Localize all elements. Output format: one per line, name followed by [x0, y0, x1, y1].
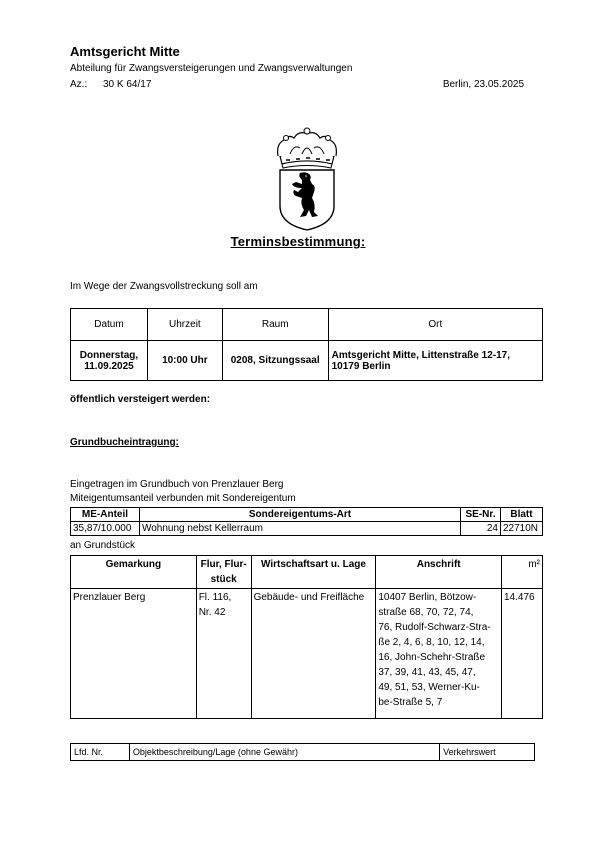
berlin-coat-of-arms-icon	[272, 126, 342, 232]
header-flur-line-2: stück	[210, 574, 237, 585]
appointment-table	[70, 308, 543, 381]
cell-area: 14.476	[502, 589, 543, 719]
header-market-value: Verkehrswert	[440, 744, 535, 761]
table-row	[71, 589, 543, 719]
header-gemarkung: Gemarkung	[71, 556, 197, 589]
register-line-2: Miteigentumsanteil verbunden mit Sondereigentum	[70, 493, 296, 504]
cell-flur	[196, 589, 251, 719]
plot-table	[70, 555, 543, 719]
place-line-2: 10179 Berlin	[331, 360, 391, 372]
plot-label: an Grundstück	[70, 540, 136, 551]
table-row	[71, 341, 543, 381]
address-line: be-Straße 5, 7	[378, 697, 443, 708]
cell-usage: Gebäude- und Freifläche	[251, 589, 376, 719]
place-date: Berlin, 23.05.2025	[442, 79, 524, 90]
cell-share: 35,87/10.000	[71, 522, 140, 536]
cell-sheet: 22710N	[500, 522, 542, 536]
table-row	[71, 309, 543, 341]
department-line: Abteilung für Zwangsversteigerungen und Zwangsverwaltungen	[70, 63, 353, 74]
land-register-heading: Grundbucheintragung:	[70, 437, 179, 448]
header-description: Objektbeschreibung/Lage (ohne Gewähr)	[129, 744, 439, 761]
cell-address	[376, 589, 502, 719]
table-row	[71, 522, 543, 536]
register-line-1: Eingetragen im Grundbuch von Prenzlauer Berg	[70, 479, 284, 490]
header-sheet: Blatt	[500, 508, 542, 522]
cell-se-number: 24	[461, 522, 501, 536]
appointment-date	[71, 341, 148, 381]
header-se-number: SE-Nr.	[461, 508, 501, 522]
appointment-time: 10:00 Uhr	[147, 341, 222, 381]
address-line: ße 2, 4, 6, 8, 10, 12, 14,	[378, 637, 485, 648]
case-number-label: Az.:	[70, 79, 88, 90]
header-index: Lfd. Nr.	[71, 744, 130, 761]
table-row	[71, 556, 543, 589]
case-number: 30 K 64/17	[103, 79, 152, 90]
appointment-room: 0208, Sitzungssaal	[222, 341, 328, 381]
date-line-2: 11.09.2025	[84, 360, 134, 372]
address-line: 49, 51, 53, Werner-Ku-	[378, 682, 480, 693]
header-flur-line-1: Flur, Flur-	[200, 559, 247, 570]
address-line: 76, Rudolf-Schwarz-Stra-	[378, 622, 491, 633]
ownership-table	[70, 507, 543, 536]
table-row	[71, 744, 535, 761]
cell-type: Wohnung nebst Kellerraum	[139, 522, 460, 536]
address-line: straße 68, 70, 72, 74,	[378, 607, 474, 618]
header-room: Raum	[222, 309, 328, 341]
header-flur	[196, 556, 251, 589]
address-line: 16, John-Schehr-Straße	[378, 652, 486, 663]
header-time: Uhrzeit	[147, 309, 222, 341]
header-area: m²	[502, 556, 543, 589]
auction-text: öffentlich versteigert werden:	[70, 394, 211, 405]
table-row	[71, 508, 543, 522]
header-address: Anschrift	[376, 556, 502, 589]
header-place: Ort	[328, 309, 542, 341]
cell-gemarkung: Prenzlauer Berg	[71, 589, 197, 719]
address-line: 10407 Berlin, Bötzow-	[378, 592, 477, 603]
date-line-1: Donnerstag,	[79, 349, 139, 361]
object-table	[70, 743, 535, 761]
address-line: 37, 39, 41, 43, 45, 47,	[378, 667, 476, 678]
header-date: Datum	[71, 309, 148, 341]
header-type: Sondereigentums-Art	[139, 508, 460, 522]
page-title: Terminsbestimmung:	[230, 234, 366, 249]
header-share: ME-Anteil	[71, 508, 140, 522]
place-line-1: Amtsgericht Mitte, Littenstraße 12-17,	[331, 349, 510, 361]
cell-flur-line-1: Fl. 116,	[198, 592, 232, 603]
header-usage: Wirtschaftsart u. Lage	[251, 556, 376, 589]
cell-flur-line-2: Nr. 42	[198, 607, 226, 618]
court-name: Amtsgericht Mitte	[70, 44, 180, 59]
appointment-place	[328, 341, 542, 381]
intro-text: Im Wege der Zwangsvollstreckung soll am	[70, 281, 258, 292]
